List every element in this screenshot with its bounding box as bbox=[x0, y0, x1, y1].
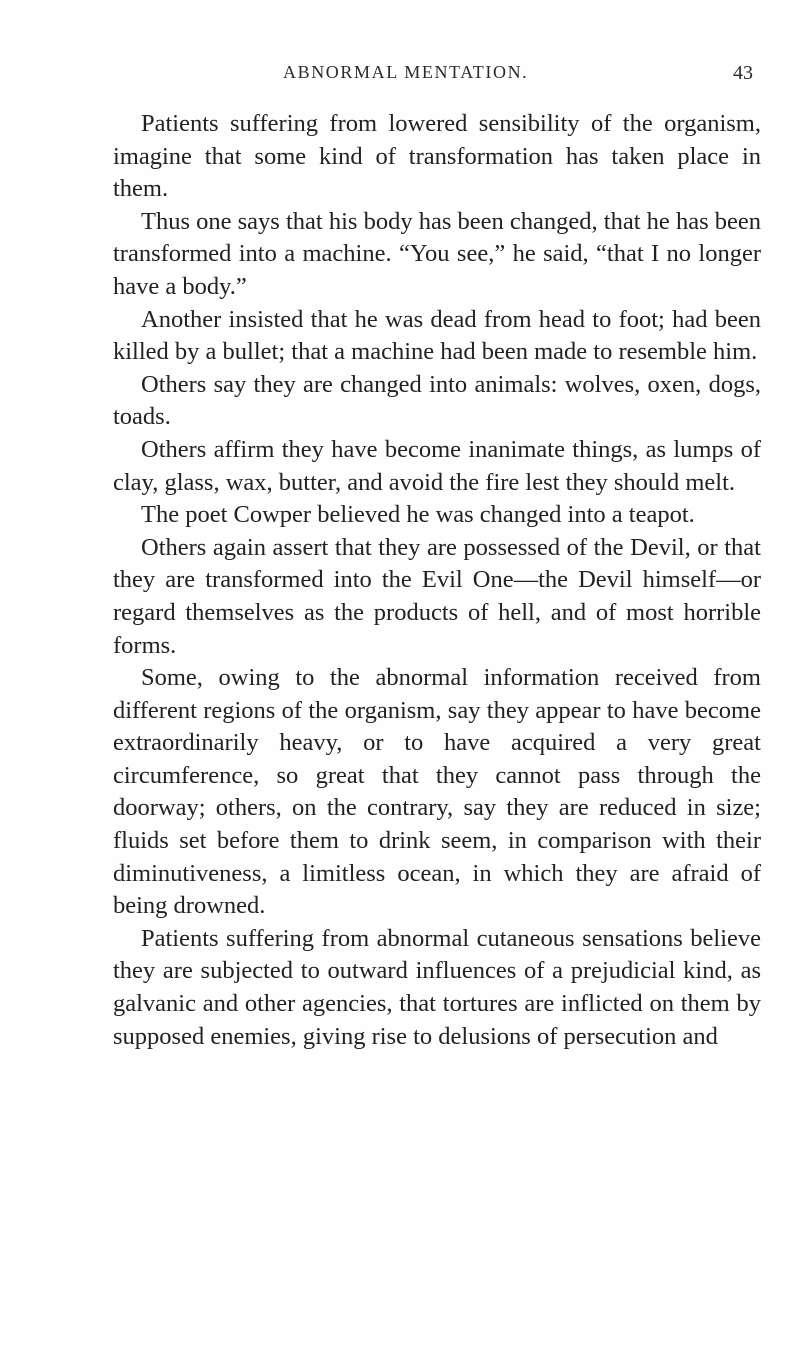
running-head bbox=[113, 62, 753, 90]
body-text bbox=[113, 108, 761, 1053]
paragraph: Others say they are changed into animals: wolves, oxen, dogs, toads. bbox=[113, 370, 761, 431]
paragraph: The poet Cowper believed he was changed into a teapot. bbox=[141, 501, 695, 529]
paragraph: Others affirm they have become inanimate things, as lumps of clay, glass, wax, butter, and avoid the fire lest they should melt. bbox=[113, 435, 761, 496]
paragraph: Patients suffering from lowered sensibility of the organism, imagine that some kind of transformation has taken place in them. bbox=[113, 110, 761, 203]
paragraph: Some, owing to the abnormal information received from different regions of the organism, say they appear to have become extraordinarily heavy, or to have acquired a very great circumference, so great that they cannot pass through the doorway; others, on the contrary, say they are reduced in size; fluids set before them to drink seem, in comparison with their diminutiveness, a limitless ocean, in which they are afraid of being drowned. bbox=[113, 664, 761, 920]
paragraph: Another insisted that he was dead from head to foot; had been killed by a bullet; that a machine had been made to resemble him. bbox=[113, 305, 761, 366]
running-title: ABNORMAL MENTATION. bbox=[283, 62, 529, 82]
paragraph: Thus one says that his body has been changed, that he has been transformed into a machine. “You see,” he said, “that I no longer have a body.” bbox=[113, 207, 761, 300]
page-number: 43 bbox=[733, 62, 753, 84]
paragraph: Patients suffering from abnormal cutaneous sensations believe they are subjected to outward influences of a prejudicial kind, as galvanic and other agencies, that tortures are inflicted on them by supposed enemies, giving rise to delusions of persecution and bbox=[113, 924, 761, 1050]
paragraph: Others again assert that they are possessed of the Devil, or that they are transformed into the Evil One—the Devil himself—or regard themselves as the products of hell, and of most horrible forms. bbox=[113, 533, 761, 659]
